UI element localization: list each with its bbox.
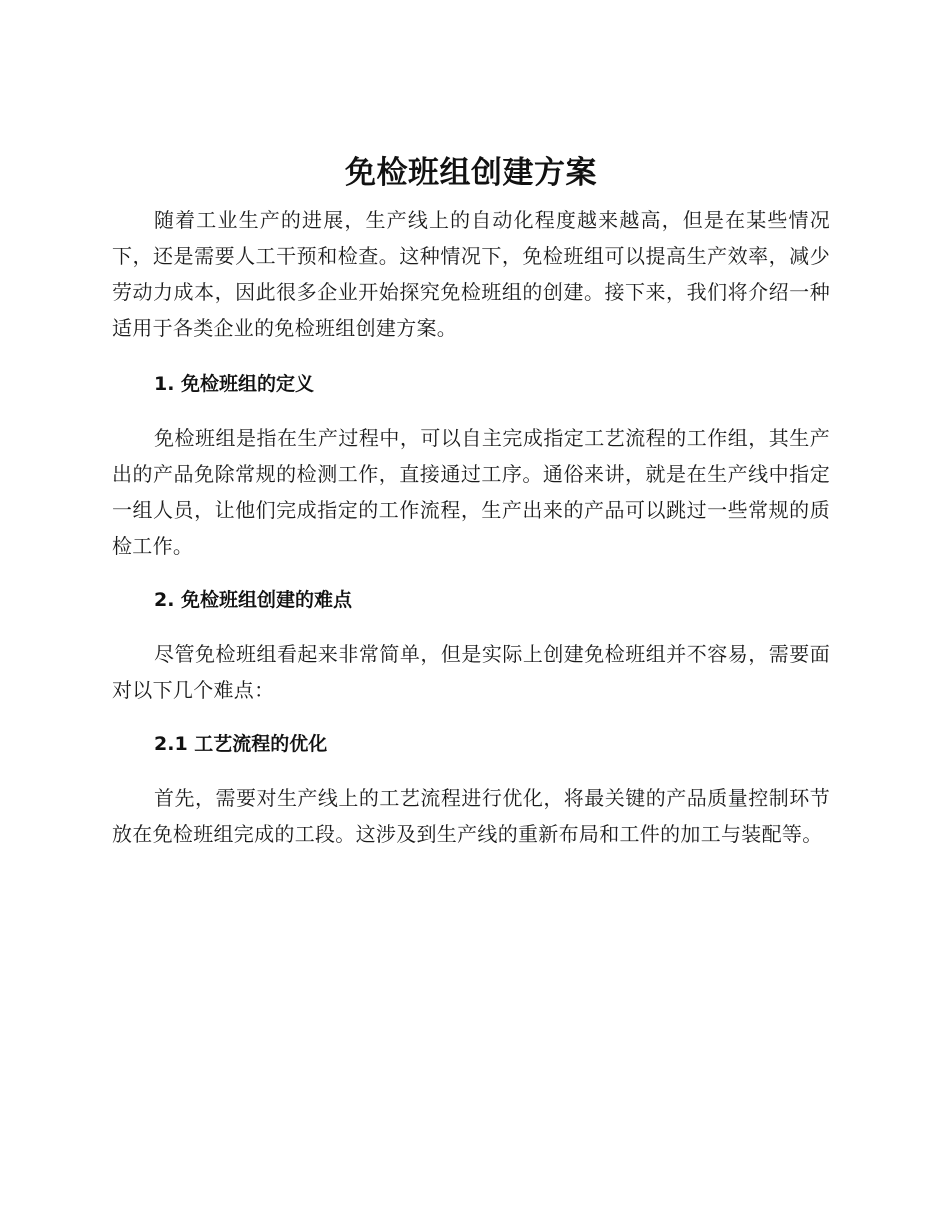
document-title: 免检班组创建方案 [345,155,597,191]
document-body [112,148,830,852]
section-body-difficulties: 尽管免检班组看起来非常简单，但是实际上创建免检班组并不容易，需要面对以下几个难点： [112,642,830,702]
intro-paragraph: 随着工业生产的进展，生产线上的自动化程度越来越高，但是在某些情况下，还是需要人工干预和检查。这种情况下，免检班组可以提高生产效率，减少劳动力成本，因此很多企业开始探究免检班组的创建。接下来，我们将介绍一种适用于各类企业的免检班组创建方案。 [112,208,830,340]
section-heading-difficulties: 2. 免检班组创建的难点 [154,589,353,611]
section-heading-process-optimization: 2.1 工艺流程的优化 [154,733,328,755]
section-body-definition: 免检班组是指在生产过程中，可以自主完成指定工艺流程的工作组，其生产出的产品免除常规的检测工作，直接通过工序。通俗来讲，就是在生产线中指定一组人员，让他们完成指定的工作流程，生产出来的产品可以跳过一些常规的质检工作。 [112,426,830,558]
section-heading-definition: 1. 免检班组的定义 [154,373,315,395]
section-body-process-optimization: 首先，需要对生产线上的工艺流程进行优化，将最关键的产品质量控制环节放在免检班组完成的工段。这涉及到生产线的重新布局和工件的加工与装配等。 [112,786,830,846]
